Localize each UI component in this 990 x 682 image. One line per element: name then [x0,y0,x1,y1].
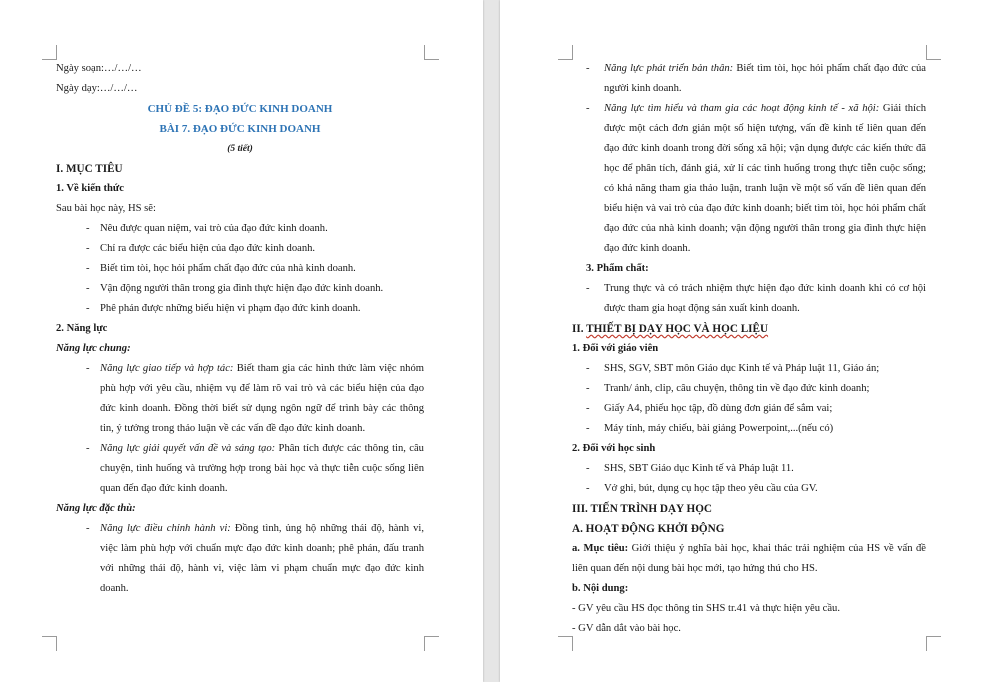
crop-mark [926,636,941,651]
goal-label: a. Mục tiêu: [572,543,629,554]
specific-competence-list [56,519,424,599]
competence-heading: 2. Năng lực [56,323,108,334]
teacher-heading: 1. Đối với giáo viên [572,343,659,354]
section-title: THIẾT BỊ DẠY HỌC VÀ HỌC LIỆU [586,323,769,335]
specific-competence-heading: Năng lực đặc thù: [56,503,136,514]
list-item: - Máy tính, máy chiếu, bài giảng Powerpoint,...(nếu có) [572,419,926,439]
item-text: Biết tham gia các hình thức làm việc nhóm phù hợp với yêu cầu, nhiệm vụ để làm rõ vai trò và các biểu hiện của đạo đức kinh doanh. Đồng thời biết sử dụng ngôn ngữ để trình bày các thông tin, ý tưởng trong thảo luận về các vấn đề đạo đức kinh doanh. [100,363,424,434]
item-label: Năng lực điều chỉnh hành vi: [100,523,231,534]
crop-mark [558,45,573,60]
item-text: Giải thích được một cách đơn giản một số hiện tượng, vấn đề kinh tế liên quan đến đạo đức kinh doanh trong đời sống xã hội; vận dụng được các kiến thức đã học để phân tích, đánh giá, xử lí các tình huống trong thực tiễn cuộc sống; có khả năng tham gia thảo luận, tranh luận về một số vấn đề liên quan đến biểu hiện và vai trò của đạo đức kinh doanh; biết tìm tòi, học hỏi phẩm chất đạo đức của nhà kinh doanh; vận động người thân trong gia đình thực hiện đạo đức kinh doanh. [604,103,926,254]
item-label: Năng lực giải quyết vấn đề và sáng tạo: [100,443,276,454]
list-item: - Nêu được quan niệm, vai trò của đạo đức kinh doanh. [56,219,424,239]
list-item: - SHS, SBT Giáo dục Kinh tế và Pháp luật 11. [572,459,926,479]
goal-paragraph [572,539,926,579]
crop-mark [926,45,941,60]
student-heading: 2. Đối với học sinh [572,443,656,454]
crop-mark [42,45,57,60]
knowledge-heading: 1. Về kiến thức [56,183,124,194]
lesson-title: BÀI 7. ĐẠO ĐỨC KINH DOANH [159,123,321,135]
list-item [572,59,926,99]
crop-mark [558,636,573,651]
page-2-body[interactable] [572,59,926,639]
document-page-2 [500,0,990,682]
crop-mark [424,636,439,651]
lesson-duration: (5 tiết) [227,144,253,154]
date-prepared: Ngày soạn:…/…/… [56,63,142,74]
topic-title: CHỦ ĐỀ 5: ĐẠO ĐỨC KINH DOANH [147,103,333,115]
crop-mark [424,45,439,60]
item-text: Đồng tình, ủng hộ những thái độ, hành vi, việc làm phù hợp với chuẩn mực đạo đức kinh doanh; phê phán, đấu tranh với những thái độ, hành vi, việc làm vi phạm chuẩn mực đạo đức kinh doanh. [100,523,424,594]
activity-a-heading: A. HOẠT ĐỘNG KHỞI ĐỘNG [572,523,725,535]
content-line: - GV dẫn dắt vào bài học. [572,623,681,634]
content-heading: b. Nội dung: [572,583,629,594]
qualities-heading: 3. Phẩm chất: [586,263,649,274]
list-item: - SHS, SGV, SBT môn Giáo dục Kinh tế và Pháp luật 11, Giáo án; [572,359,926,379]
teacher-list [572,359,926,439]
goal-text: Giới thiệu ý nghĩa bài học, khai thác trải nghiệm của HS về vấn đề liên quan đến nội dung bài học mới, tạo hứng thú cho HS. [572,543,926,574]
list-item [56,519,424,599]
section-objectives-heading: I. MỤC TIÊU [56,163,123,175]
item-text: Biết tìm tòi, học hỏi phẩm chất đạo đức của người kinh doanh. [604,63,926,94]
competence-list-continued [572,59,926,259]
list-item: - Chỉ ra được các biểu hiện của đạo đức kinh doanh. [56,239,424,259]
qualities-list [572,279,926,319]
section-number: II. [572,323,587,335]
list-item [572,99,926,259]
list-item [56,359,424,439]
content-line: - GV yêu cầu HS đọc thông tin SHS tr.41 và thực hiện yêu cầu. [572,603,840,614]
list-item: - Tranh/ ảnh, clip, câu chuyện, thông tin về đạo đức kinh doanh; [572,379,926,399]
item-label: Năng lực tìm hiểu và tham gia các hoạt động kinh tế - xã hội: [604,103,880,114]
section-equipment-heading [572,319,926,339]
page-1-body[interactable] [56,59,424,599]
list-item: - Vận động người thân trong gia đình thực hiện đạo đức kinh doanh. [56,279,424,299]
list-item: - Vở ghi, bút, dụng cụ học tập theo yêu cầu của GV. [572,479,926,499]
intro-text: Sau bài học này, HS sẽ: [56,203,156,214]
general-competence-heading: Năng lực chung: [56,343,131,354]
list-item [56,439,424,499]
list-item: - Trung thực và có trách nhiệm thực hiện đạo đức kinh doanh khi có cơ hội được tham gia hoạt động sản xuất kinh doanh. [572,279,926,319]
section-process-heading: III. TIẾN TRÌNH DẠY HỌC [572,503,712,515]
student-list [572,459,926,499]
list-item: - Phê phán được những biểu hiện vi phạm đạo đức kinh doanh. [56,299,424,319]
item-text: Phân tích được các thông tin, câu chuyện, tình huống và trường hợp trong bài học và thực tiễn cuộc sống liên quan đến đạo đức kinh doanh. [100,443,424,494]
knowledge-list [56,219,424,319]
item-label: Năng lực phát triển bản thân: [604,63,734,74]
crop-mark [42,636,57,651]
list-item: - Giấy A4, phiếu học tập, đồ dùng đơn giản để sắm vai; [572,399,926,419]
list-item: - Biết tìm tòi, học hỏi phẩm chất đạo đức của nhà kinh doanh. [56,259,424,279]
general-competence-list [56,359,424,499]
date-taught: Ngày dạy:…/…/… [56,83,138,94]
document-page-1 [0,0,483,682]
item-label: Năng lực giao tiếp và hợp tác: [100,363,234,374]
